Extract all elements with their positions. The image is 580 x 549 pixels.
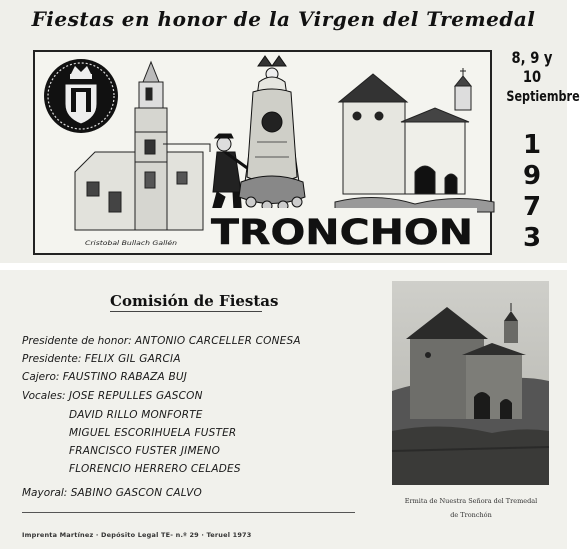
cover-panel xyxy=(0,0,580,263)
town-name: TRONCHON xyxy=(211,213,473,253)
virgin-statue-icon xyxy=(239,56,305,211)
year-digit: 9 xyxy=(522,161,542,191)
photo-caption xyxy=(378,494,564,522)
title-underline xyxy=(110,311,262,312)
hermitage-photo xyxy=(392,281,549,485)
member-row xyxy=(69,445,220,457)
member-name: JOSE REPULLES GASCON xyxy=(68,390,203,402)
festival-days: 8, 9 y 10 xyxy=(511,48,553,86)
member-row xyxy=(69,427,236,439)
member-name: MIGUEL ESCORIHUELA FUSTER xyxy=(69,427,237,439)
member-name: DAVID RILLO MONFORTE xyxy=(69,409,203,421)
member-role: Mayoral: xyxy=(22,487,68,499)
year-digit: 3 xyxy=(522,223,542,253)
year-digit: 1 xyxy=(522,130,542,160)
cover-headline: Fiestas en honor de la Virgen del Tremedal xyxy=(31,7,536,31)
member-row xyxy=(22,487,202,499)
member-role: Cajero: xyxy=(22,371,60,383)
page-divider xyxy=(0,263,567,270)
member-row xyxy=(69,409,203,421)
member-name: SABINO GASCON CALVO xyxy=(70,487,202,499)
member-name: FELIX GIL GARCIA xyxy=(84,353,181,365)
footer-rule xyxy=(22,512,355,513)
artist-signature: Cristobal Bullach Gallén xyxy=(85,240,178,247)
year-digit: 7 xyxy=(522,192,542,222)
member-name: FAUSTINO RABAZA BUJ xyxy=(62,371,188,383)
cover-illustration xyxy=(33,50,492,255)
member-name: FRANCISCO FUSTER JIMENO xyxy=(69,445,221,457)
hermitage-photo-image xyxy=(392,281,549,485)
festival-year xyxy=(519,130,545,254)
member-row xyxy=(22,371,187,383)
coat-of-arms-icon xyxy=(44,59,118,133)
illustration-drawing xyxy=(35,52,494,257)
member-row xyxy=(22,390,203,402)
member-name: FLORENCIO HERRERO CELADES xyxy=(69,463,241,475)
member-role: Presidente de honor: xyxy=(22,335,132,347)
member-row xyxy=(22,353,181,365)
festival-month: Septiembre xyxy=(506,89,580,105)
caption-line-1: Ermita de Nuestra Señora del Tremedal xyxy=(404,497,538,505)
festival-dates xyxy=(500,48,580,105)
commission-title: Comisión de Fiestas xyxy=(110,292,279,310)
member-role: Presidente: xyxy=(22,353,82,365)
member-role: Vocales: xyxy=(22,390,66,402)
member-name: ANTONIO CARCELLER CONESA xyxy=(135,335,301,347)
hermitage-icon xyxy=(335,68,494,212)
member-row xyxy=(22,335,301,347)
caption-line-2: de Tronchón xyxy=(450,511,492,519)
imprint-line: Imprenta Martínez · Depósito Legal TE- n.º 29 · Teruel 1973 xyxy=(22,531,252,539)
member-row xyxy=(69,463,241,475)
